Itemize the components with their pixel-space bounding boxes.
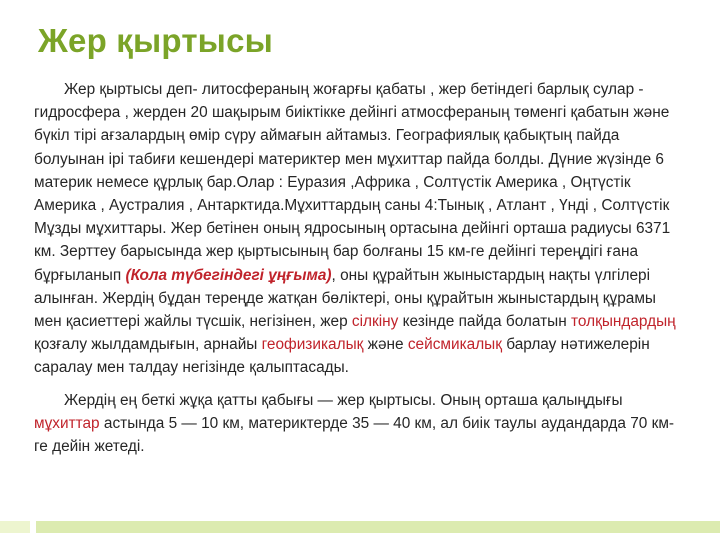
highlight-waves[interactable]: толқындардың <box>571 313 676 331</box>
paragraph-text: және <box>363 336 408 354</box>
highlight-earthquake[interactable]: сілкіну <box>351 313 399 331</box>
paragraph-text: барлау нәтижелерін саралау мен талдау негізінде қалыптасады. <box>34 336 650 377</box>
highlight-seismic[interactable]: сейсмикалық <box>407 336 502 354</box>
paragraph-text: қозғалу жылдамдығын, арнайы <box>34 336 262 354</box>
paragraph-text: Жердің ең беткі жұқа қатты қабығы — жер қыртысы. Оның орташа қалыңдығы <box>64 391 623 409</box>
highlight-oceans[interactable]: мұхиттар <box>34 414 100 432</box>
paragraph-crust-thickness <box>34 389 684 459</box>
highlight-geophysical[interactable]: геофизикалық <box>261 336 364 354</box>
paragraph-text: астында 5 — 10 км, материктерде 35 — 40 км, ал биік таулы аудандарда 70 км-ге дейін жетеді. <box>34 414 675 456</box>
footer-bar-left <box>0 521 30 533</box>
paragraph-earth-crust-definition <box>34 78 684 380</box>
footer-bar <box>36 521 720 533</box>
paragraph-text: кезінде пайда болатын <box>398 313 572 331</box>
slide-title: Жер қыртысы <box>38 22 274 59</box>
paragraph-text: Жер қыртысы деп- литосфераның жоғарғы қабаты , жер бетіндегі барлық сулар - гидросфера , жерден 20 шақырым биіктікке дейінгі атмосфераның төменгі қабатын және бүкіл тірі ағзалардың өмір сүру аймағын айтамыз. Географиялық қабықтың пайда болуынан ірі табиғи кешендері материктер мен мұхиттар пайда болды. Дүние жүзінде 6 материк немесе құрлық бар.Олар : Еуразия ,Африка , Солтүстік Америка , Оңтүстік Америка , Аустралия , Антарктида.Мұхиттардың саны 4:Тынық , Атлант , Үнді , Солтүстік Мұзды мұхиттары. Жер бетінен оның ядросының ортасына дейінгі орташа радиусы 6371 км. Зерттеу барысында жер қыртысының бар болғаны 15 км-ге дейінгі тереңдігі ғана бұрғыланып <box>34 81 671 284</box>
slide-content <box>34 78 684 458</box>
italic-note-kola: (Кола түбегіндегі ұңғыма) <box>125 266 332 284</box>
paragraph-text: , оны құрайтын жыныстардың нақты үлгілері алынған. Жердің бұдан тереңде жатқан бөліктері, оны құрайтын жыныстардың құрамы мен қасиеттері жайлы түсшік, негізінен, жер <box>34 266 656 331</box>
